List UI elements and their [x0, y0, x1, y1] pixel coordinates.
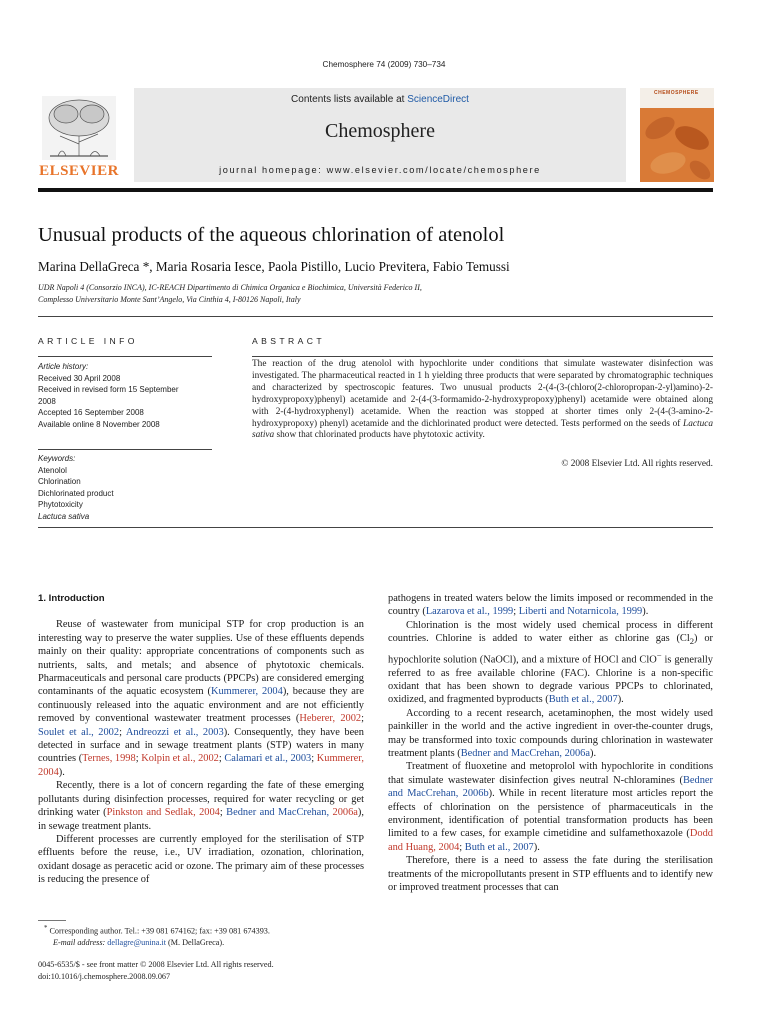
reference-link[interactable]: Pinkston and Sedlak, 2004: [106, 807, 220, 819]
history-label: Article history:: [38, 362, 89, 371]
reference-link[interactable]: Dodd and Huang, 2004: [388, 828, 713, 853]
reference-link[interactable]: Lazarova et al., 1999: [425, 606, 514, 618]
title-divider: [38, 316, 713, 317]
keyword-item: Chlorination: [38, 477, 81, 486]
article-title: Unusual products of the aqueous chlorination of atenolol: [38, 224, 505, 246]
contents-line: [134, 94, 626, 105]
body-column-right: [388, 592, 713, 894]
affiliation-line-2: Complesso Universitario Monte Sant’Angelo, Via Cinthia 4, I-80126 Napoli, Italy: [38, 295, 301, 304]
reference-link[interactable]: Buth et al., 2007: [464, 841, 534, 853]
journal-cover-image: [640, 88, 714, 182]
keywords-label: Keywords:: [38, 454, 76, 463]
abstract-bottom-divider: [38, 527, 713, 528]
keywords-block: [38, 453, 228, 522]
journal-citation: Chemosphere 74 (2009) 730–734: [322, 60, 446, 69]
paragraph: Therefore, there is a need to assess the fate during the sterilisation treatments of the micropollutants present in STP effluents and to identify new or improved treatment processes that can: [388, 855, 713, 894]
abstract-divider: [252, 356, 713, 357]
reference-link[interactable]: Kummerer, 2004: [38, 753, 364, 778]
sciencedirect-link[interactable]: ScienceDirect: [407, 94, 469, 105]
corresponding-author-note: * Corresponding author. Tel.: +39 081 674162; fax: +39 081 674393. E-mail address: dellagre@unina.it (M. DellaGreca).: [44, 925, 270, 948]
paragraph: According to a recent research, acetaminophen, the most widely used painkiller in the world and the active ingredient in over-the-counter drugs, may be transformed into toxic compounds during chlorination in wastewater treatment plants (Bedner and MacCrehan, 2006a).: [388, 707, 713, 760]
reference-link[interactable]: Soulet et al., 2002: [38, 726, 120, 738]
reference-link[interactable]: Bedner and MacCrehan, 2006a: [460, 748, 590, 760]
paragraph: Treatment of fluoxetine and metoprolol with hypochlorite in conditions that simulate wastewater disinfection gives neutral N-chloramines (Bedner and MacCrehan, 2006b). While in recent literature most articles report the effects of chlorination on the persistence of pharmaceuticals in the environment, identification of potential transformation products has been limited to a few cases, for example cimetidine and sulfamethoxazole (Dodd and Huang, 2004; Buth et al., 2007).: [388, 761, 713, 853]
history-item: Received in revised form 15 September: [38, 385, 179, 394]
affiliation-line-1: UDR Napoli 4 (Consorzio INCA), IC-REACH Dipartimento di Chimica Organica e Biochimica, Università Federico II,: [38, 283, 422, 292]
history-item: Available online 8 November 2008: [38, 419, 160, 429]
reference-link[interactable]: Calamari et al., 2003: [224, 753, 312, 765]
cover-wordmark: CHEMOSPHERE: [654, 90, 699, 96]
abstract-heading: ABSTRACT: [252, 336, 326, 346]
contents-prefix: Contents lists available at: [291, 94, 405, 105]
keyword-item: Atenolol: [38, 465, 67, 475]
abstract-copyright: © 2008 Elsevier Ltd. All rights reserved.: [561, 459, 713, 469]
reference-link[interactable]: Kolpin et al., 2002: [141, 753, 219, 765]
author-email-link[interactable]: dellagre@unina.it: [107, 938, 166, 948]
doi-line[interactable]: doi:10.1016/j.chemosphere.2008.09.067: [38, 971, 171, 981]
article-authors: Marina DellaGreca *, Maria Rosaria Iesce, Paola Pistillo, Lucio Previtera, Fabio Temussi: [38, 259, 510, 274]
publisher-wordmark: ELSEVIER: [39, 163, 119, 179]
reference-link[interactable]: Bedner and MacCrehan,: [226, 807, 330, 819]
article-info-heading: ARTICLE INFO: [38, 336, 138, 346]
reference-link[interactable]: Heberer, 2002: [299, 713, 362, 725]
keyword-item: Phytotoxicity: [38, 500, 83, 509]
history-item: Received 30 April 2008: [38, 373, 121, 383]
paragraph: Reuse of wastewater from municipal STP for crop production is an interesting way to preserve the water supplies. Use of these effluents depends mainly on their quality: appropriate concentrations of components such as nutrients, salts, and metals; and absence of phytotoxic chemicals. Pharmaceuticals and personal care products (PPCPs) are considered emerging contaminants of the aquatic ecosystem (Kummerer, 2004), because they are continuously released into the aquatic environment and are not efficiently removed by conventional wastewater treatment processes (Heberer, 2002; Soulet et al., 2002; Andreozzi et al., 2003). Consequently, they have been detected in surface and in sewage treatment plants (STP) waters in many countries (Ternes, 1998; Kolpin et al., 2002; Calamari et al., 2003; Kummerer, 2004).: [38, 619, 365, 778]
keywords-divider: [38, 449, 212, 450]
footnote-divider: [38, 920, 66, 921]
paragraph: Recently, there is a lot of concern regarding the fate of these emerging pollutants during disinfection processes, required for water recycling or get drinking water (Pinkston and Sedlak, 2004; Bedner and MacCrehan, 2006a), in sewage treatment plants.: [38, 780, 364, 832]
reference-link[interactable]: Buth et al., 2007: [548, 694, 618, 706]
reference-link[interactable]: Bedner and MacCrehan, 2006b: [388, 774, 713, 800]
article-info-divider: [38, 356, 212, 357]
front-matter-note: [38, 959, 368, 982]
paragraph: Chlorination is the most widely used chemical process in different countries. Chlorine is added to water either as chlorine gas $(Cl_2)$ or hypochlorite solution (NaOCl), and a mixture of HOCl and ClO− is generally referred to as free available chlorine (FAC). Chlorine is a non-specific oxidant that has been shown to degrade various PPCPs to chlorinated, oxidized, and fragmented byproducts (Buth et al., 2007).: [388, 619, 713, 706]
paragraph: Different processes are currently employed for the sterilisation of STP effluents before the reuse, i.e., UV irradiation, ozonation, chlorination, oxidant dosage as peracetic acid or ozone. The primary aim of these processes is reducing the presence of: [38, 833, 364, 886]
body-column-left: [38, 592, 364, 887]
issn-line: 0045-6535/$ - see front matter © 2008 Elsevier Ltd. All rights reserved.: [38, 960, 274, 969]
section-heading-introduction: 1. Introduction: [38, 593, 105, 604]
header-divider: [38, 188, 713, 192]
journal-homepage[interactable]: journal homepage: www.elsevier.com/locate/chemosphere: [219, 165, 541, 175]
history-item: Accepted 16 September 2008: [38, 408, 144, 417]
journal-title: Chemosphere: [325, 120, 435, 142]
author-affiliation: [38, 282, 728, 306]
reference-link[interactable]: Andreozzi et al., 2003: [125, 726, 224, 738]
article-history: [38, 361, 228, 430]
keyword-item: Lactuca sativa: [38, 511, 90, 521]
reference-link[interactable]: Ternes, 1998: [82, 753, 136, 765]
keyword-item: Dichlorinated product: [38, 488, 114, 498]
paragraph: pathogens in treated waters below the limits imposed or recommended in the country (Lazarova et al., 1999; Liberti and Notarnicola, 1999).: [388, 593, 713, 618]
reference-link[interactable]: Liberti and Notarnicola, 1999: [518, 606, 643, 618]
history-item: 2008: [38, 396, 56, 406]
species-name: Lactuca sativa: [252, 418, 713, 441]
reference-link[interactable]: 2006a: [332, 807, 358, 819]
abstract-text: The reaction of the drug atenolol with hypochlorite under conditions that simulate wastewater disinfection was investigated. The pharmaceutical reacted in 1 h yielding three products that were separated by chromatographic techniques and characterized by spectroscopic features. Two unusual products 2-(4-(3-(chloro(2-chloropropan-2-yl)amino)-2-hydroxypropoxy)phenyl) acetamide and 2-(4-(3-formamido-2-hydroxypropoxy)phenyl) acetamide were obtained along with 2-(4-hydroxyphenyl) acetamide. When the reaction was stopped at shorter times only 2-(4-(3-amino-2-hydroxypropoxy) phenyl) acetamide and the dichlorinated product were detected. Tests performed on the seeds of Lactuca sativa show that chlorinated products have phytotoxic activity.: [252, 359, 713, 441]
reference-link[interactable]: Kummerer, 2004: [210, 686, 283, 698]
